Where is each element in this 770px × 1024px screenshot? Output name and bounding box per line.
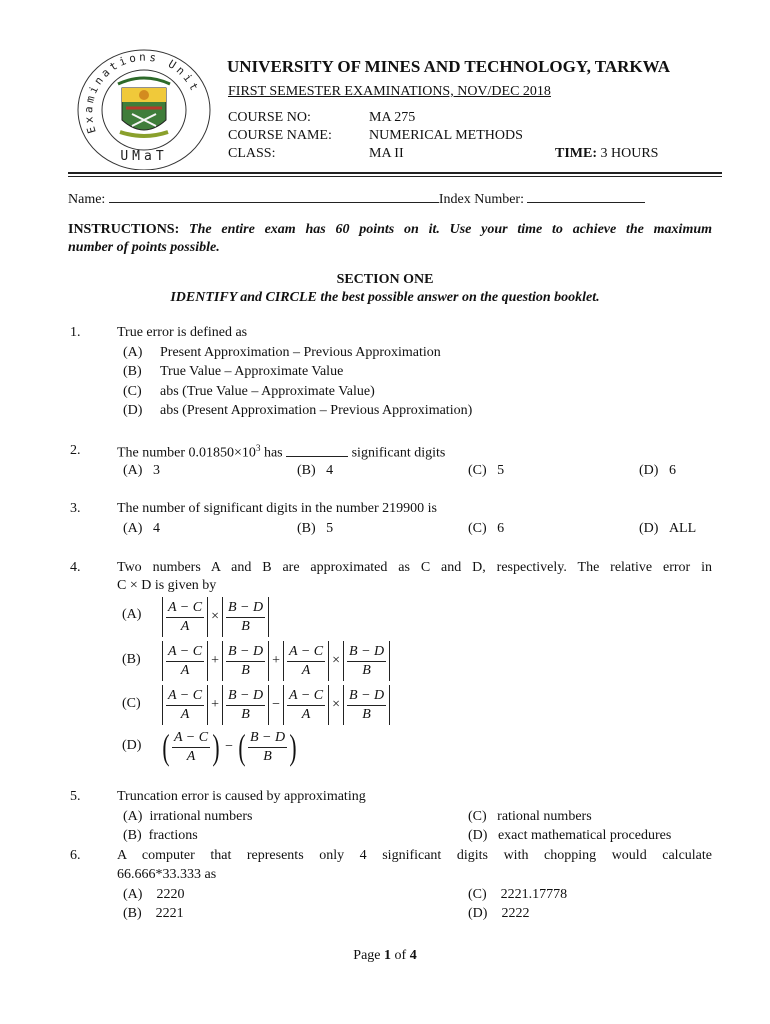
page-footer — [0, 948, 770, 964]
page-number: 1 — [384, 948, 392, 963]
index-field[interactable] — [527, 202, 645, 203]
q2-blank — [286, 456, 348, 457]
q5-stem: Truncation error is caused by approximating — [117, 789, 366, 804]
q6-option-b: (B) 2221 — [123, 906, 184, 921]
course-name: NUMERICAL METHODS — [369, 128, 523, 143]
umat-examinations-unit-logo — [74, 40, 214, 170]
q3-stem: The number of significant digits in the number 219900 is — [117, 501, 438, 516]
q5-number: 5. — [70, 789, 81, 804]
q4-option-d-letter: (D) — [122, 738, 142, 753]
q3-option-a: (A) 4 — [123, 521, 160, 536]
page-total: 4 — [409, 948, 417, 963]
university-name: UNIVERSITY OF MINES AND TECHNOLOGY, TARKWA — [227, 57, 671, 76]
q4-line2: C × D is given by — [117, 578, 217, 593]
q3-option-c: (C) 6 — [468, 521, 505, 536]
q6-line2: 66.666*33.333 as — [117, 867, 217, 882]
logo-bottom-text: UMaT — [120, 149, 168, 164]
q5-option-c: (C) rational numbers — [468, 809, 592, 824]
name-label: Name: — [68, 192, 106, 207]
exam-title: FIRST SEMESTER EXAMINATIONS, NOV/DEC 2018 — [228, 84, 551, 99]
q4-line1: Two numbers A and B are approximated as C and D, respectively. The relative error in — [117, 560, 712, 575]
q2-option-c: (C) 5 — [468, 463, 505, 478]
q2-number-value: 0.01850×10 — [188, 445, 256, 461]
section-title: SECTION ONE — [336, 272, 434, 287]
q1-option-b-text: True Value – Approximate Value — [160, 364, 344, 379]
q4-option-a-expr: $\frac{A - C}{A}$ × $\frac{B - D}{B}$ — [162, 597, 269, 637]
instructions-line1 — [68, 222, 712, 238]
q2-option-b: (B) 4 — [297, 463, 334, 478]
q6-number: 6. — [70, 848, 81, 863]
time-info — [555, 146, 658, 162]
class-value: MA II — [369, 146, 404, 161]
q1-option-c-text: abs (True Value – Approximate Value) — [160, 384, 375, 399]
class-label: CLASS: — [228, 146, 276, 161]
q4-option-b-letter: (B) — [122, 652, 141, 667]
q1-option-d-letter: (D) — [123, 403, 143, 418]
q1-option-a-text: Present Approximation – Previous Approximation — [160, 345, 441, 360]
q5-option-d: (D) exact mathematical procedures — [468, 828, 672, 843]
name-field[interactable] — [109, 202, 439, 203]
q1-option-b-letter: (B) — [123, 364, 142, 379]
q6-option-a: (A) 2220 — [123, 887, 185, 902]
q4-option-b-expr: $\frac{A - C}{A}$ + $\frac{B - D}{B}$ + $\frac{A - C}{A}$ × $\frac{B - D}{B}$ — [162, 641, 390, 681]
q3-option-d: (D) ALL — [639, 521, 697, 536]
q2-number: 2. — [70, 443, 81, 458]
q1-option-d-text: abs (Present Approximation – Previous Approximation) — [160, 403, 473, 418]
q6-option-c: (C) 2221.17778 — [468, 887, 568, 902]
section-subtitle: IDENTIFY and CIRCLE the best possible answer on the question booklet. — [170, 290, 600, 305]
q1-number: 1. — [70, 325, 81, 340]
time-value: 3 HOURS — [600, 146, 659, 161]
q3-number: 3. — [70, 501, 81, 516]
course-name-label: COURSE NAME: — [228, 128, 332, 143]
q5-option-b: (B) fractions — [123, 828, 198, 843]
header-rule-thin — [68, 176, 722, 177]
name-index-line — [68, 192, 645, 208]
q4-number: 4. — [70, 560, 81, 575]
q4-option-c-letter: (C) — [122, 696, 141, 711]
q1-stem: True error is defined as — [117, 325, 248, 340]
instructions-text: The entire exam has 60 points on it. Use your time to achieve the maximum — [189, 222, 713, 237]
q2-stem-post: has — [263, 445, 283, 461]
q2-stem-pre: The number — [117, 445, 186, 461]
q2-option-a: (A) 3 — [123, 463, 160, 478]
q4-option-c-expr: $\frac{A - C}{A}$ + $\frac{B - D}{B}$ − $\frac{A - C}{A}$ × $\frac{B - D}{B}$ — [162, 685, 390, 725]
instructions-line2: number of points possible. — [68, 240, 220, 255]
instructions-label: INSTRUCTIONS: — [68, 222, 180, 237]
q2-option-d: (D) 6 — [639, 463, 676, 478]
q2-exponent: 3 — [255, 443, 261, 453]
q5-option-a: (A) irrational numbers — [123, 809, 253, 824]
logo-arc-text: Examinations Unit — [82, 50, 202, 136]
q2-stem-end: significant digits — [351, 445, 446, 461]
q6-line1: A computer that represents only 4 significant digits with chopping would calculate — [117, 848, 712, 863]
q3-option-b: (B) 5 — [297, 521, 334, 536]
course-no: MA 275 — [369, 110, 416, 125]
q4-option-a-letter: (A) — [122, 607, 142, 622]
header-rule-thick — [68, 172, 722, 174]
page-word: Page — [353, 948, 381, 963]
q6-option-d: (D) 2222 — [468, 906, 530, 921]
q2-stem — [117, 443, 445, 462]
q1-option-c-letter: (C) — [123, 384, 142, 399]
time-label: TIME: — [555, 146, 597, 161]
of-word: of — [394, 948, 407, 963]
index-label: Index Number: — [438, 192, 524, 207]
course-no-label: COURSE NO: — [228, 110, 311, 125]
q1-option-a-letter: (A) — [123, 345, 143, 360]
q4-option-d-expr: ( $\frac{A - C}{A}$ ) − ( $\frac{B - D}{B}$ ) — [162, 727, 297, 767]
